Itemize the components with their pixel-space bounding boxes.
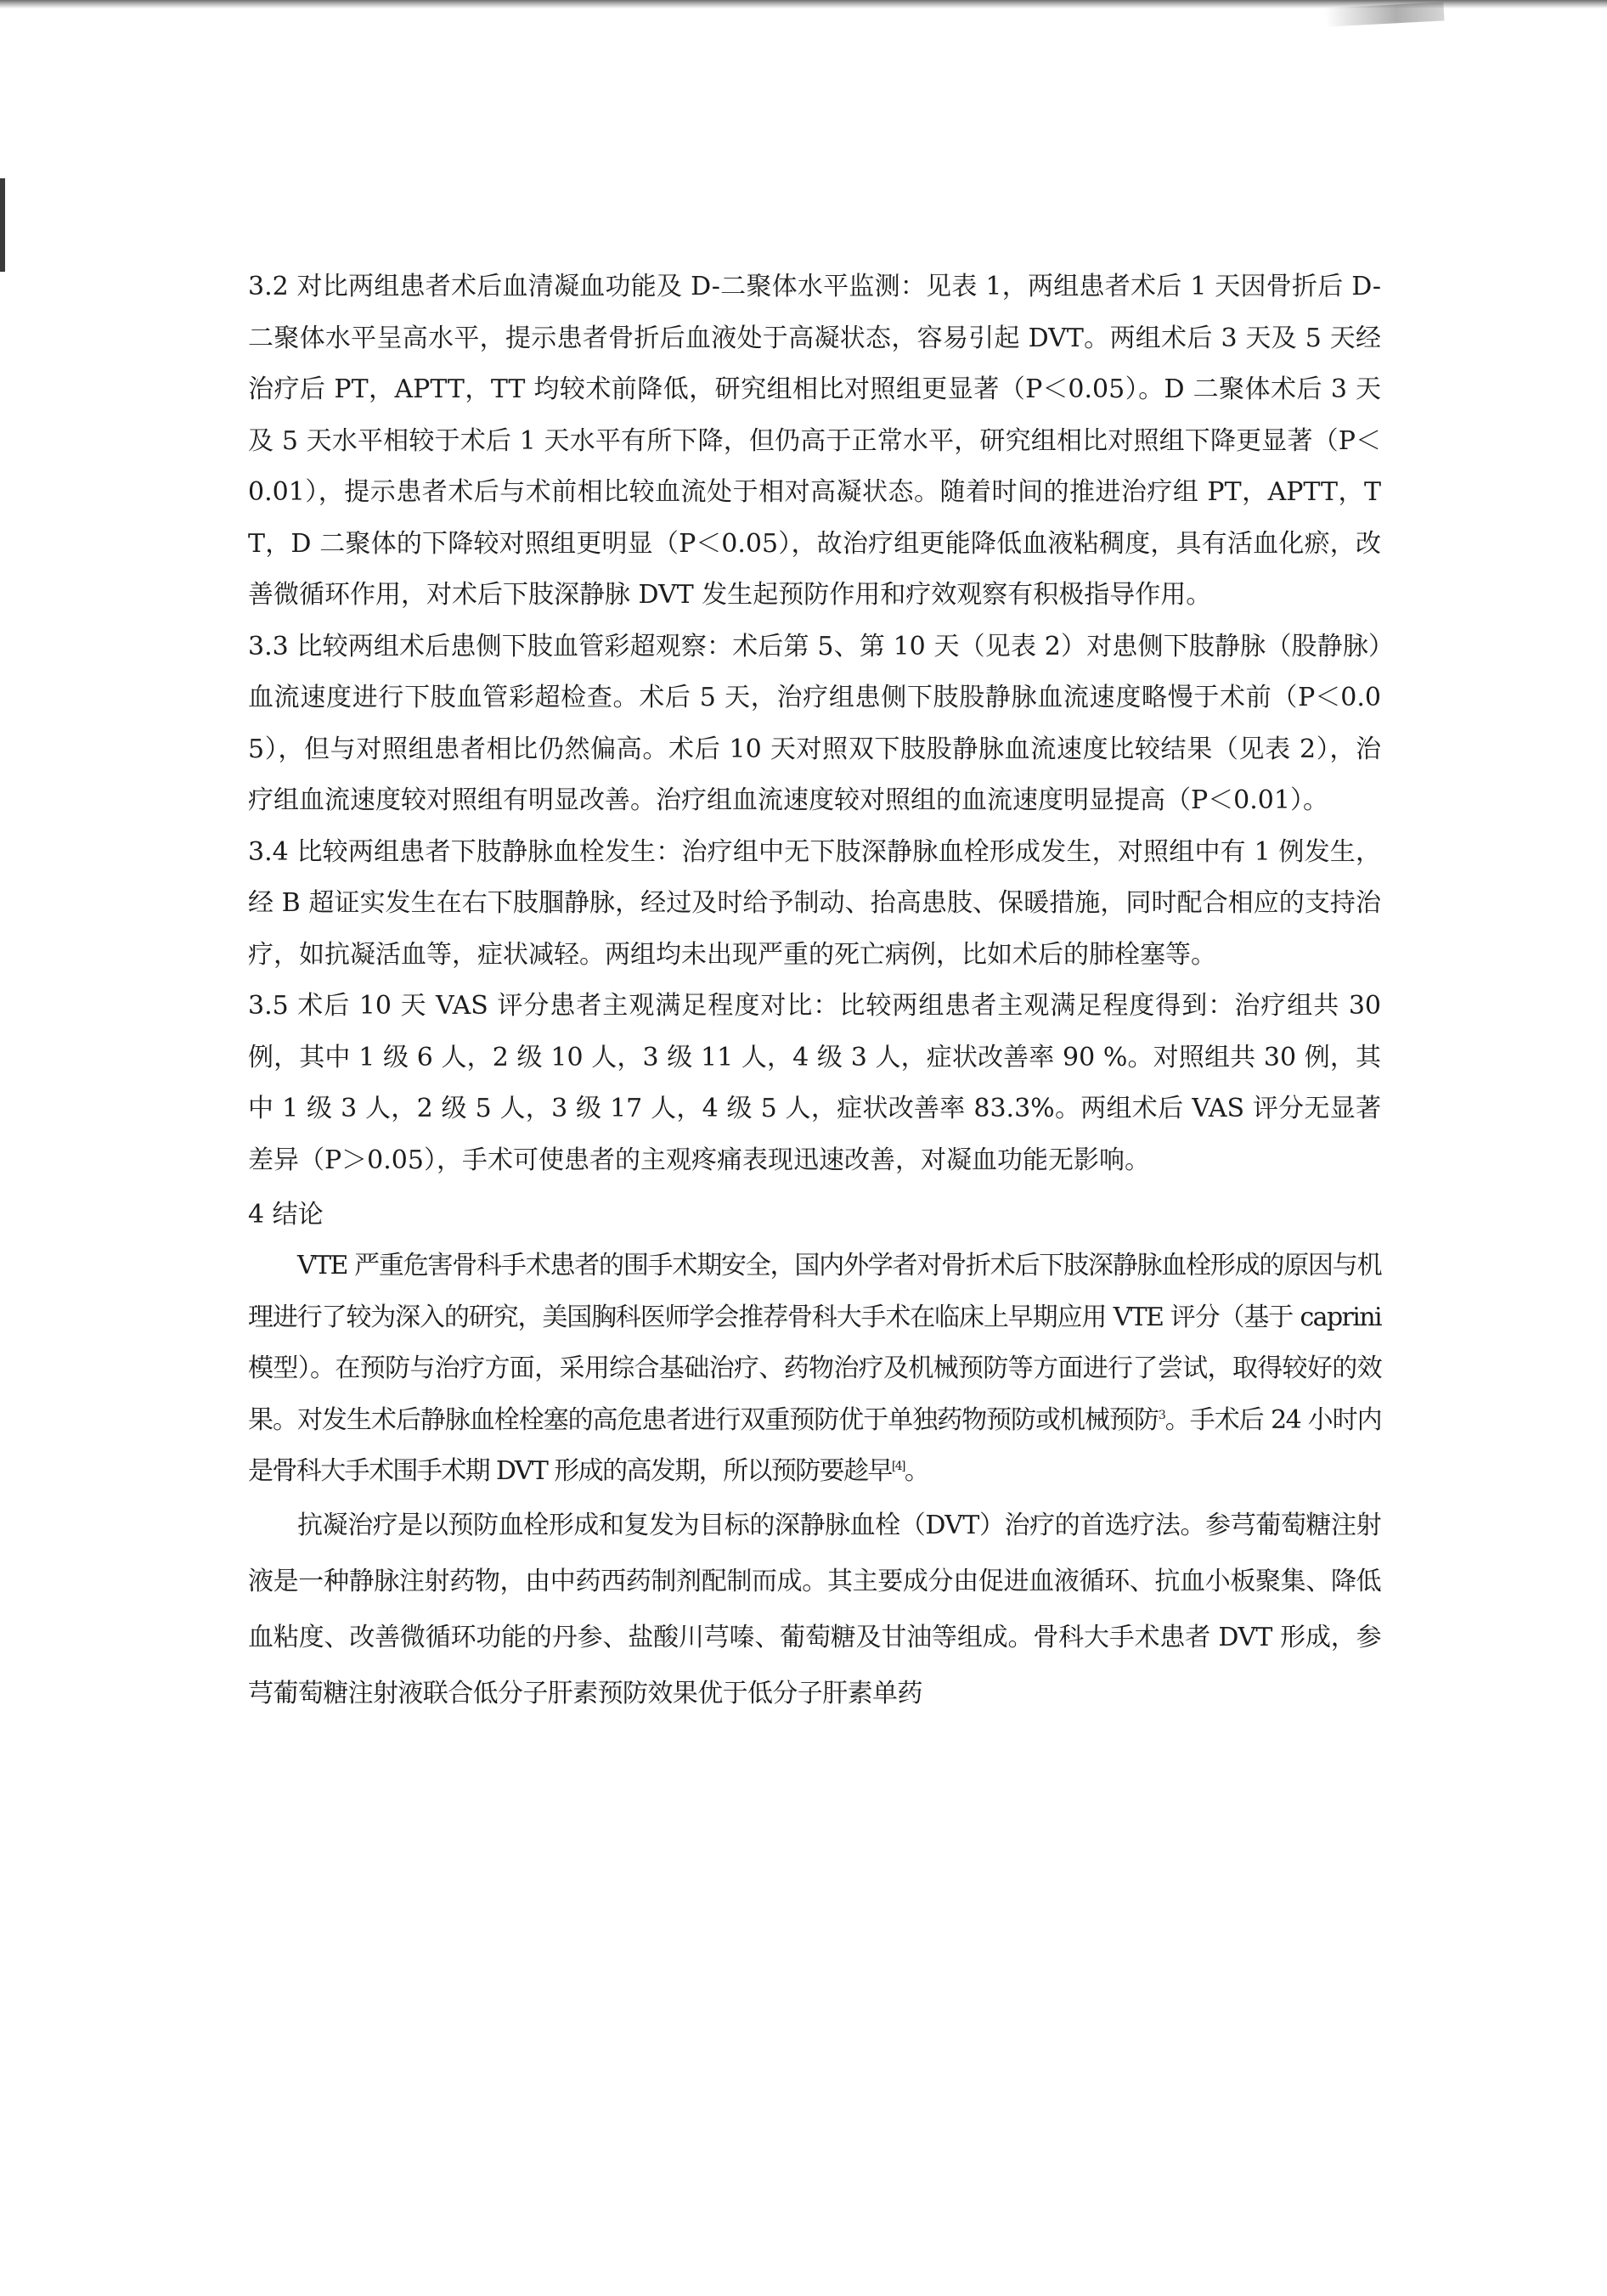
document-page bbox=[248, 262, 1381, 1722]
conclusion-text-end: 。 bbox=[904, 1456, 929, 1486]
scan-edge-left bbox=[0, 178, 5, 272]
section-3-2: 3.2 对比两组患者术后血清凝血功能及 D-二聚体水平监测：见表 1，两组患者术后 1 天因骨折后 D-二聚体水平呈高水平，提示患者骨折后血液处于高凝状态，容易引起 DVT。两组术后 3 天及 5 天经治疗后 PT，APTT，TT 均较术前降低，研究组相比对照组更显著（P＜0.05）。D 二聚体术后 3 天及 5 天水平相较于术后 1 天水平有所下降，但仍高于正常水平，研究组相比对照组下降更显著（P＜0.01），提示患者术后与术前相比较血流处于相对高凝状态。随着时间的推进治疗组 PT，APTT，TT，D 二聚体的下降较对照组更明显（P＜0.05），故治疗组更能降低血液粘稠度，具有活血化瘀，改善微循环作用，对术后下肢深静脉 DVT 发生起预防作用和疗效观察有积极指导作用。 bbox=[248, 272, 1381, 610]
section-3-3: 3.3 比较两组术后患侧下肢血管彩超观察：术后第 5、第 10 天（见表 2）对患侧下肢静脉（股静脉）血流速度进行下肢血管彩超检查。术后 5 天，治疗组患侧下肢股静脉血流速度略慢于术前（P＜0.05），但与对照组患者相比仍然偏高。术后 10 天对照双下肢股静脉血流速度比较结果（见表 2），治疗组血流速度较对照组有明显改善。治疗组血流速度较对照组的血流速度明显提高（P＜0.01）。 bbox=[248, 631, 1381, 815]
citation-4: [4] bbox=[891, 1460, 905, 1473]
heading-conclusion: 4 结论 bbox=[248, 1200, 324, 1230]
conclusion-text-tail: 。手术后 24 小时内是骨科大手术围手术期 DVT 形成的高发期，所以预防要趁早 bbox=[248, 1404, 1381, 1486]
section-3-5: 3.5 术后 10 天 VAS 评分患者主观满足程度对比：比较两组患者主观满足程度得到：治疗组共 30 例，其中 1 级 6 人，2 级 10 人，3 级 11 人，4 级 3 人，症状改善率 90 %。对照组共 30 例，其中 1 级 3 人，2 级 5 人，3 级 17 人，4 级 5 人，症状改善率 83.3%。两组术后 VAS 评分无显著差异（P＞0.05），手术可使患者的主观疼痛表现迅速改善，对凝血功能无影响。 bbox=[248, 991, 1381, 1175]
conclusion-paragraph bbox=[248, 1241, 1381, 1498]
conclusion-text-main: VTE 严重危害骨科手术患者的围手术期安全，国内外学者对骨折术后下肢深静脉血栓形成的原因与机理进行了较为深入的研究，美国胸科医师学会推荐骨科大手术在临床上早期应用 VTE 评分（基于 caprini 模型）。在预防与治疗方面，采用综合基础治疗、药物治疗及机械预防等方面进行了尝试，取得较好的效果。对发生术后静脉血栓栓塞的高危患者进行双重预防优于单独药物预防或机械预防 bbox=[248, 1251, 1381, 1435]
final-paragraph: 抗凝治疗是以预防血栓形成和复发为目标的深静脉血栓（DVT）治疗的首选疗法。参芎葡萄糖注射液是一种静脉注射药物，由中药西药制剂配制而成。其主要成分由促进血液循环、抗血小板聚集、降低血粘度、改善微循环功能的丹参、盐酸川芎嗪、葡萄糖及甘油等组成。骨科大手术患者 DVT 形成，参芎葡萄糖注射液联合低分子肝素预防效果优于低分子肝素单药 bbox=[248, 1510, 1381, 1708]
section-3-4: 3.4 比较两组患者下肢静脉血栓发生：治疗组中无下肢深静脉血栓形成发生，对照组中有 1 例发生，经 B 超证实发生在右下肢腘静脉，经过及时给予制动、抬高患肢、保暖措施，同时配合相应的支持治疗，如抗凝活血等，症状减轻。两组均未出现严重的死亡病例，比如术后的肺栓塞等。 bbox=[248, 836, 1381, 970]
citation-3: 3 bbox=[1158, 1408, 1165, 1422]
